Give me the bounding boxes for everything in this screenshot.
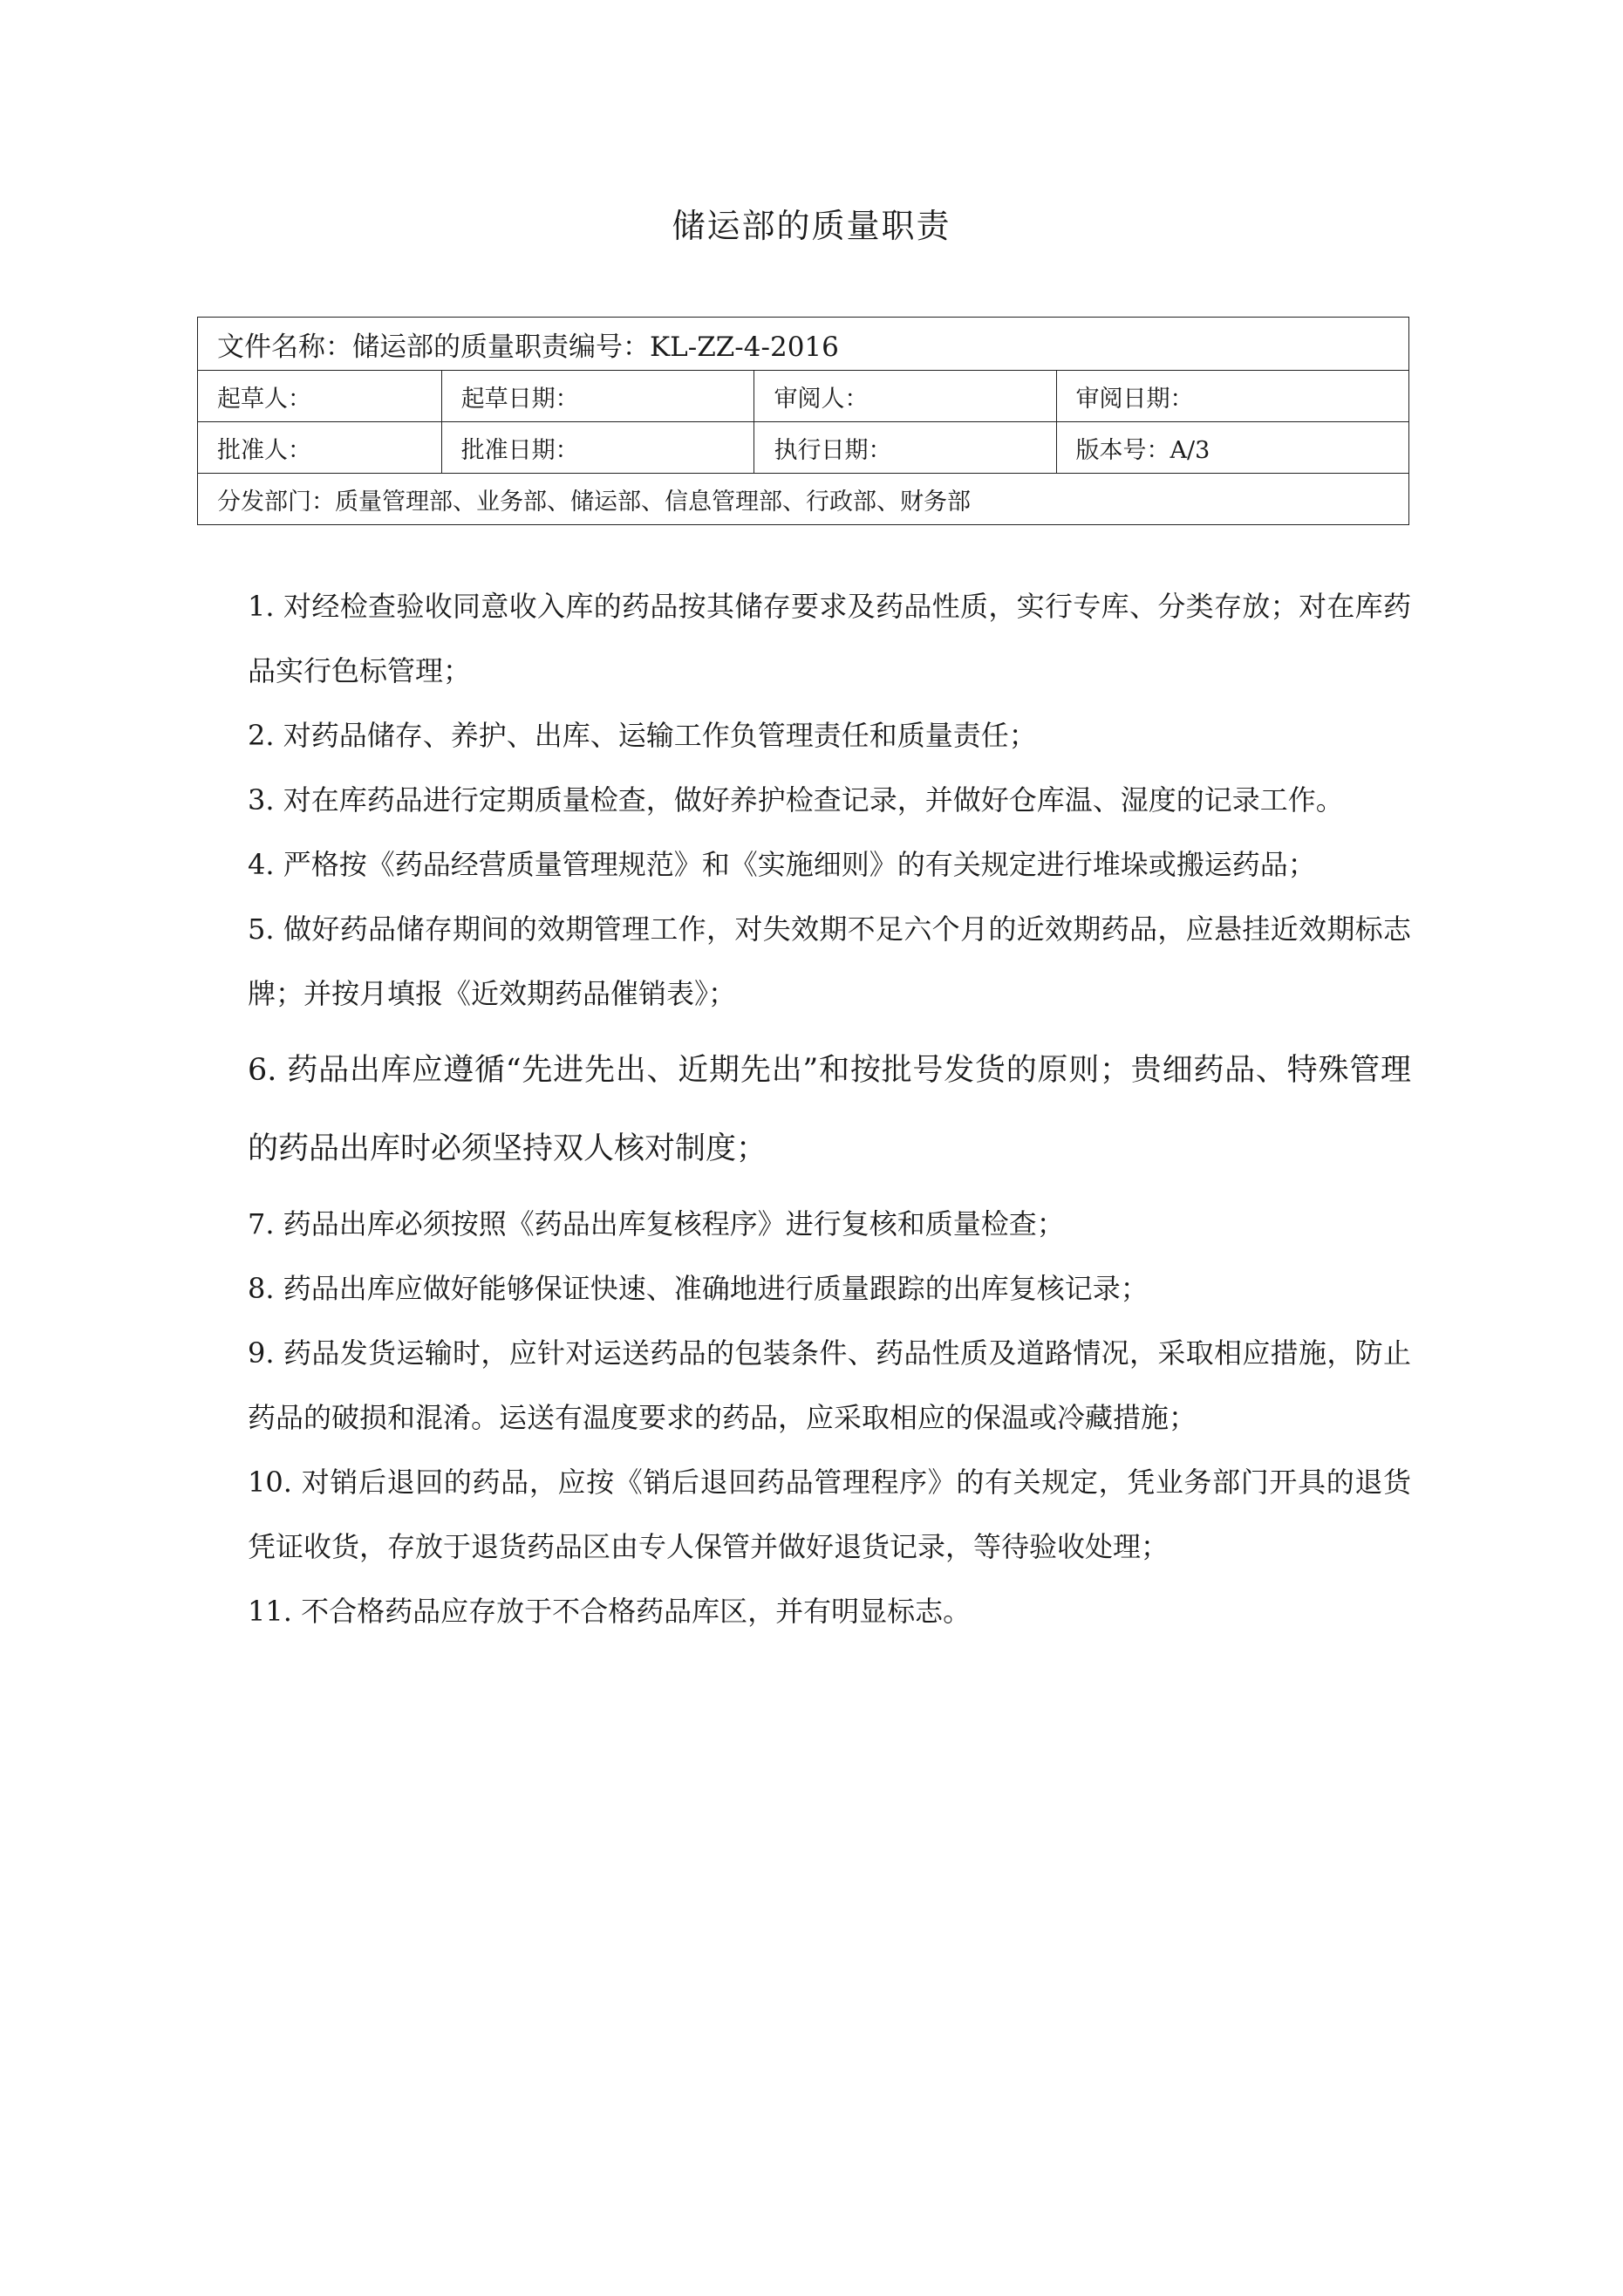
version-cell: 版本号：A/3 [1056,422,1409,474]
list-item: 6. 药品出库应遵循“先进先出、近期先出”和按批号发货的原则；贵细药品、特殊管理的药品出库时必须坚持双人核对制度； [248,1053,1411,1166]
table-row [198,474,1409,525]
review-date-cell: 审阅日期： [1056,371,1409,422]
list-item: 7. 药品出库必须按照《药品出库复核程序》进行复核和质量检查； [248,1207,1065,1240]
list-item: 2. 对药品储存、养护、出库、运输工作负管理责任和质量责任； [248,719,1037,752]
page-title: 储运部的质量职责 [672,207,951,245]
document-info-table [197,317,1409,525]
list-item: 11. 不合格药品应存放于不合格药品库区，并有明显标志。 [248,1595,972,1628]
responsibility-list [248,574,1411,1643]
effective-date-cell: 执行日期： [754,422,1056,474]
list-item: 8. 药品出库应做好能够保证快速、准确地进行质量跟踪的出库复核记录； [248,1272,1149,1305]
table-row [198,422,1409,474]
list-item: 3. 对在库药品进行定期质量检查，做好养护检查记录，并做好仓库温、湿度的记录工作。 [248,783,1344,817]
drafter-cell: 起草人： [198,371,442,422]
list-item: 4. 严格按《药品经营质量管理规范》和《实施细则》的有关规定进行堆垛或搬运药品； [248,848,1316,881]
distribution-cell: 分发部门：质量管理部、业务部、储运部、信息管理部、行政部、财务部 [198,474,1409,525]
draft-date-cell: 起草日期： [441,371,754,422]
table-row [198,371,1409,422]
reviewer-cell: 审阅人： [754,371,1056,422]
list-item: 10. 对销后退回的药品，应按《销后退回药品管理程序》的有关规定，凭业务部门开具的退货凭证收货，存放于退货药品区由专人保管并做好退货记录，等待验收处理； [248,1466,1411,1563]
approve-date-cell: 批准日期： [441,422,754,474]
file-name-cell: 文件名称：储运部的质量职责编号：KL-ZZ-4-2016 [198,318,1409,371]
list-item: 5. 做好药品储存期间的效期管理工作，对失效期不足六个月的近效期药品，应悬挂近效期标志牌；并按月填报《近效期药品催销表》； [248,912,1411,1010]
list-item: 1. 对经检查验收同意收入库的药品按其储存要求及药品性质，实行专库、分类存放；对在库药品实行色标管理； [248,590,1411,687]
approver-cell: 批准人： [198,422,442,474]
list-item: 9. 药品发货运输时，应针对运送药品的包装条件、药品性质及道路情况，采取相应措施，防止药品的破损和混淆。运送有温度要求的药品，应采取相应的保温或冷藏措施； [248,1336,1411,1434]
table-row [198,318,1409,371]
